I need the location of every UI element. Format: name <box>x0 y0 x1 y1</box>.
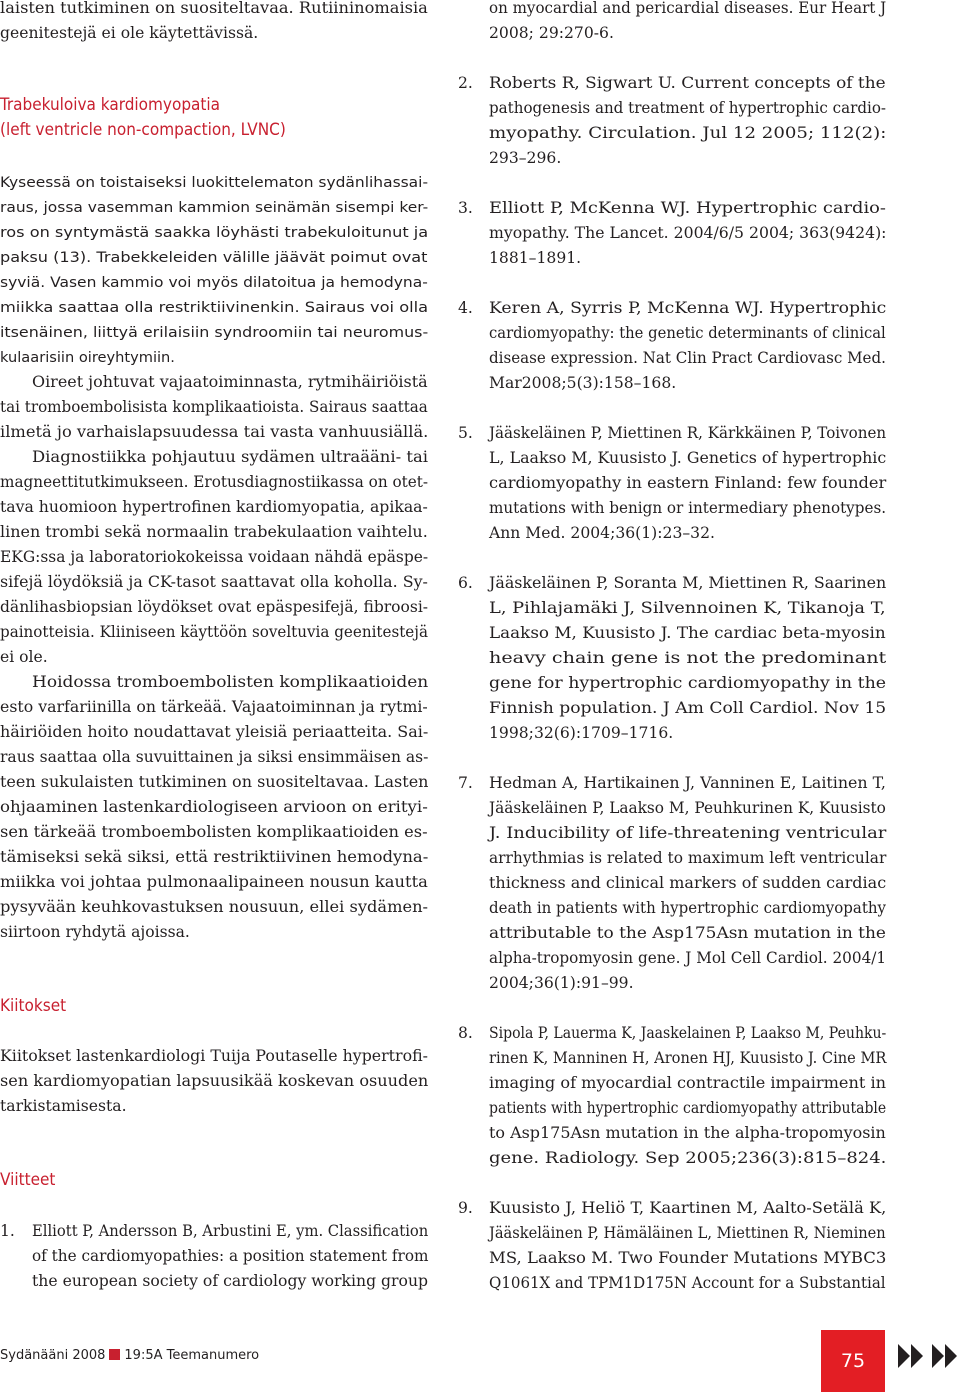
double-chevron-right-icon[interactable] <box>898 1342 960 1370</box>
paragraph-line: siirtoon ryhdytä ajoissa. <box>0 923 190 941</box>
issue-label: 19:5A Teemanumero <box>124 1348 260 1363</box>
reference-line: Sipola P, Lauerma K, Jaaskelainen P, Laakso M, Peuhku- <box>489 1024 887 1042</box>
reference-number: 9. <box>458 1199 473 1217</box>
paragraph-line: raus, jossa vasemman kammion seinämän sisempi ker- <box>0 199 429 216</box>
publication-name: Sydänääni 2008 <box>0 1348 106 1363</box>
paragraph-line: tarkistamisesta. <box>0 1097 127 1115</box>
paragraph-line: tava huomioon hypertrofinen kardiomyopatia, apikaa- <box>0 498 428 516</box>
paragraph-line: sifejä löydöksiä ja CK-tasot saattavat olla koholla. Sy- <box>0 573 428 591</box>
paragraph-line: sen tärkeää tromboembolisten komplikaatioiden es- <box>0 823 428 841</box>
reference-line: arrhythmias is related to maximum left ventricular <box>489 849 887 867</box>
page-footer <box>0 1347 259 1365</box>
paragraph-line: miikka voi johtaa pulmonaalipaineen nousun kautta <box>0 873 428 891</box>
kiitokset-heading: Kiitokset <box>0 996 67 1016</box>
reference-line: 293–296. <box>489 149 562 167</box>
paragraph-line: painotteisia. Kliiniseen käyttöön soveltuvia geenitestejä <box>0 623 428 641</box>
reference-line: Elliott P, Andersson B, Arbustini E, ym. Classification <box>32 1222 429 1240</box>
paragraph-line: linen trombi sekä normaalin trabekulaation vaihtelu. <box>0 523 428 541</box>
paragraph-line: esto varfariinilla on tärkeää. Vajaatoiminnan ja rytmi- <box>0 698 428 716</box>
reference-number: 7. <box>458 774 473 792</box>
paragraph-line: tämiseksi sekä siksi, että restriktiivinen hemodyna- <box>0 848 429 866</box>
reference-line: Ann Med. 2004;36(1):23–32. <box>489 524 715 542</box>
reference-number: 3. <box>458 199 473 217</box>
paragraph-line: dänlihasbiopsian löydökset ovat epäspesifejä, fibroosi- <box>0 598 429 616</box>
reference-line: Hedman A, Hartikainen J, Vanninen E, Laitinen T, <box>489 774 886 792</box>
reference-line: gene for hypertrophic cardiomyopathy in the <box>489 674 887 692</box>
reference-line: pathogenesis and treatment of hypertrophic cardio- <box>489 99 887 117</box>
reference-line: death in patients with hypertrophic cardiomyopathy <box>489 899 886 917</box>
paragraph-line: raus saattaa olla suvuittainen ja siksi ensimmäisen as- <box>0 748 429 766</box>
paragraph-line: ei ole. <box>0 648 48 666</box>
reference-line: to Asp175Asn mutation in the alpha-tropomyosin <box>489 1124 886 1142</box>
paragraph-line: ros on syntymästä saakka löyhästi trabekuloitunut ja <box>0 224 429 241</box>
reference-line: 1881–1891. <box>489 249 582 267</box>
paragraph-line: Hoidossa tromboembolisten komplikaatioiden <box>32 673 429 691</box>
paragraph-line: teen sukulaisten tutkiminen on suositeltavaa. Lasten <box>0 773 429 791</box>
reference-number: 1. <box>0 1222 15 1240</box>
paragraph-line: ohjaaminen lastenkardiologiseen arvioon on erityi- <box>0 798 428 816</box>
reference-number: 6. <box>458 574 473 592</box>
lvnc-heading-line: (left ventricle non-compaction, LVNC) <box>0 120 286 140</box>
lvnc-heading-line: Trabekuloiva kardiomyopatia <box>0 95 221 115</box>
paragraph-line: kulaarisiin oireyhtymiin. <box>0 349 175 366</box>
reference-line: attributable to the Asp175Asn mutation in the <box>489 924 886 942</box>
paragraph-line: Kyseessä on toistaiseksi luokittelematon sydänlihassai- <box>0 174 429 191</box>
reference-number: 5. <box>458 424 473 442</box>
paragraph-line: Oireet johtuvat vajaatoiminnasta, rytmihäiriöistä <box>32 373 428 391</box>
reference-line: L, Laakso M, Kuusisto J. Genetics of hypertrophic <box>489 449 887 467</box>
reference-line: J. Inducibility of life-threatening ventricular <box>489 824 887 842</box>
reference-line: disease expression. Nat Clin Pract Cardiovasc Med. <box>489 349 886 367</box>
reference-line: MS, Laakso M. Two Founder Mutations MYBC3 <box>489 1249 887 1267</box>
paragraph-line: ilmetä jo varhaislapsuudessa tai vasta vanhuusiällä. <box>0 423 429 441</box>
reference-number: 4. <box>458 299 473 317</box>
square-icon <box>109 1349 120 1360</box>
viitteet-heading: Viitteet <box>0 1170 56 1190</box>
paragraph-line: paksu (13). Trabekkeleiden välille jäävät poimut ovat <box>0 249 428 266</box>
reference-line: Laakso M, Kuusisto J. The cardiac beta-myosin <box>489 624 886 642</box>
reference-line: alpha-tropomyosin gene. J Mol Cell Cardiol. 2004/1 <box>489 949 887 967</box>
paragraph-line: Kiitokset lastenkardiologi Tuija Poutaselle hypertrofi- <box>0 1047 428 1065</box>
reference-line: of the cardiomyopathies: a position statement from <box>32 1247 429 1265</box>
reference-line: L, Pihlajamäki J, Silvennoinen K, Tikanoja T, <box>489 599 886 617</box>
intro-line: geenitestejä ei ole käytettävissä. <box>0 24 259 42</box>
paragraph-line: syviä. Vasen kammio voi myös dilatoitua ja hemodyna- <box>0 274 428 291</box>
paragraph-line: sen kardiomyopatian lapsuusikää koskevan osuuden <box>0 1072 429 1090</box>
reference-line: Jääskeläinen P, Soranta M, Miettinen R, Saarinen <box>489 574 887 592</box>
paragraph-line: tai tromboembolisista komplikaatioista. Sairaus saattaa <box>0 398 428 416</box>
reference-line: Jääskeläinen P, Miettinen R, Kärkkäinen P, Toivonen <box>489 424 887 442</box>
reference-line: Jääskeläinen P, Hämäläinen L, Miettinen R, Nieminen <box>489 1224 886 1242</box>
reference-line: cardiomyopathy in eastern Finland: few founder <box>489 474 887 492</box>
paragraph-line: miikka saattaa olla restriktiivinenkin. Sairaus voi olla <box>0 299 429 316</box>
reference-line: myopathy. The Lancet. 2004/6/5 2004; 363(9424): <box>489 224 887 242</box>
reference-line: imaging of myocardial contractile impairment in <box>489 1074 886 1092</box>
reference-line: Keren A, Syrris P, McKenna WJ. Hypertrophic <box>489 299 887 317</box>
reference-line: rinen K, Manninen H, Aronen HJ, Kuusisto J. Cine MR <box>489 1049 887 1067</box>
reference-line: the european society of cardiology working group <box>32 1272 429 1290</box>
reference-line: 2004;36(1):91–99. <box>489 974 634 992</box>
reference-line: cardiomyopathy: the genetic determinants of clinical <box>489 324 886 342</box>
reference-number: 8. <box>458 1024 473 1042</box>
reference-line: Mar2008;5(3):158–168. <box>489 374 677 392</box>
paragraph-line: Diagnostiikka pohjautuu sydämen ultraääni- tai <box>32 448 429 466</box>
reference-line: 2008; 29:270-6. <box>489 24 614 42</box>
page-number: 75 <box>821 1330 885 1392</box>
paragraph-line: häiriöiden hoito noudattavat yleisiä periaatteita. Sai- <box>0 723 429 741</box>
reference-line: Kuusisto J, Heliö T, Kaartinen M, Aalto-Setälä K, <box>489 1199 887 1217</box>
paragraph-line: pysyvään keuhkovastuksen nousuun, ellei sydämen- <box>0 898 429 916</box>
reference-line: Finnish population. J Am Coll Cardiol. Nov 15 <box>489 699 887 717</box>
reference-line: Q1061X and TPM1D175N Account for a Substantial <box>489 1274 886 1292</box>
reference-number: 2. <box>458 74 473 92</box>
reference-line: 1998;32(6):1709–1716. <box>489 724 674 742</box>
reference-line: gene. Radiology. Sep 2005;236(3):815–824. <box>489 1149 887 1167</box>
reference-line: heavy chain gene is not the predominant <box>489 649 887 667</box>
intro-line: laisten tutkiminen on suositeltavaa. Rutiininomaisia <box>0 0 428 17</box>
paragraph-line: itsenäinen, liittyä erilaisiin syndroomiin tai neuromus- <box>0 324 429 341</box>
reference-line: myopathy. Circulation. Jul 12 2005; 112(2): <box>489 124 887 142</box>
paragraph-line: magneettitutkimukseen. Erotusdiagnostiikassa on otet- <box>0 473 429 491</box>
reference-line: thickness and clinical markers of sudden cardiac <box>489 874 887 892</box>
reference-line: mutations with benign or intermediary phenotypes. <box>489 499 887 517</box>
reference-line: Roberts R, Sigwart U. Current concepts of the <box>489 74 886 92</box>
reference-line: Jääskeläinen P, Laakso M, Peuhkurinen K, Kuusisto <box>489 799 886 817</box>
reference-line: Elliott P, McKenna WJ. Hypertrophic cardio- <box>489 199 886 217</box>
reference-line: on myocardial and pericardial diseases. Eur Heart J <box>489 0 887 17</box>
paragraph-line: EKG:ssa ja laboratoriokokeissa voidaan nähdä epäspe- <box>0 548 429 566</box>
reference-line: patients with hypertrophic cardiomyopathy attributable <box>489 1099 887 1117</box>
